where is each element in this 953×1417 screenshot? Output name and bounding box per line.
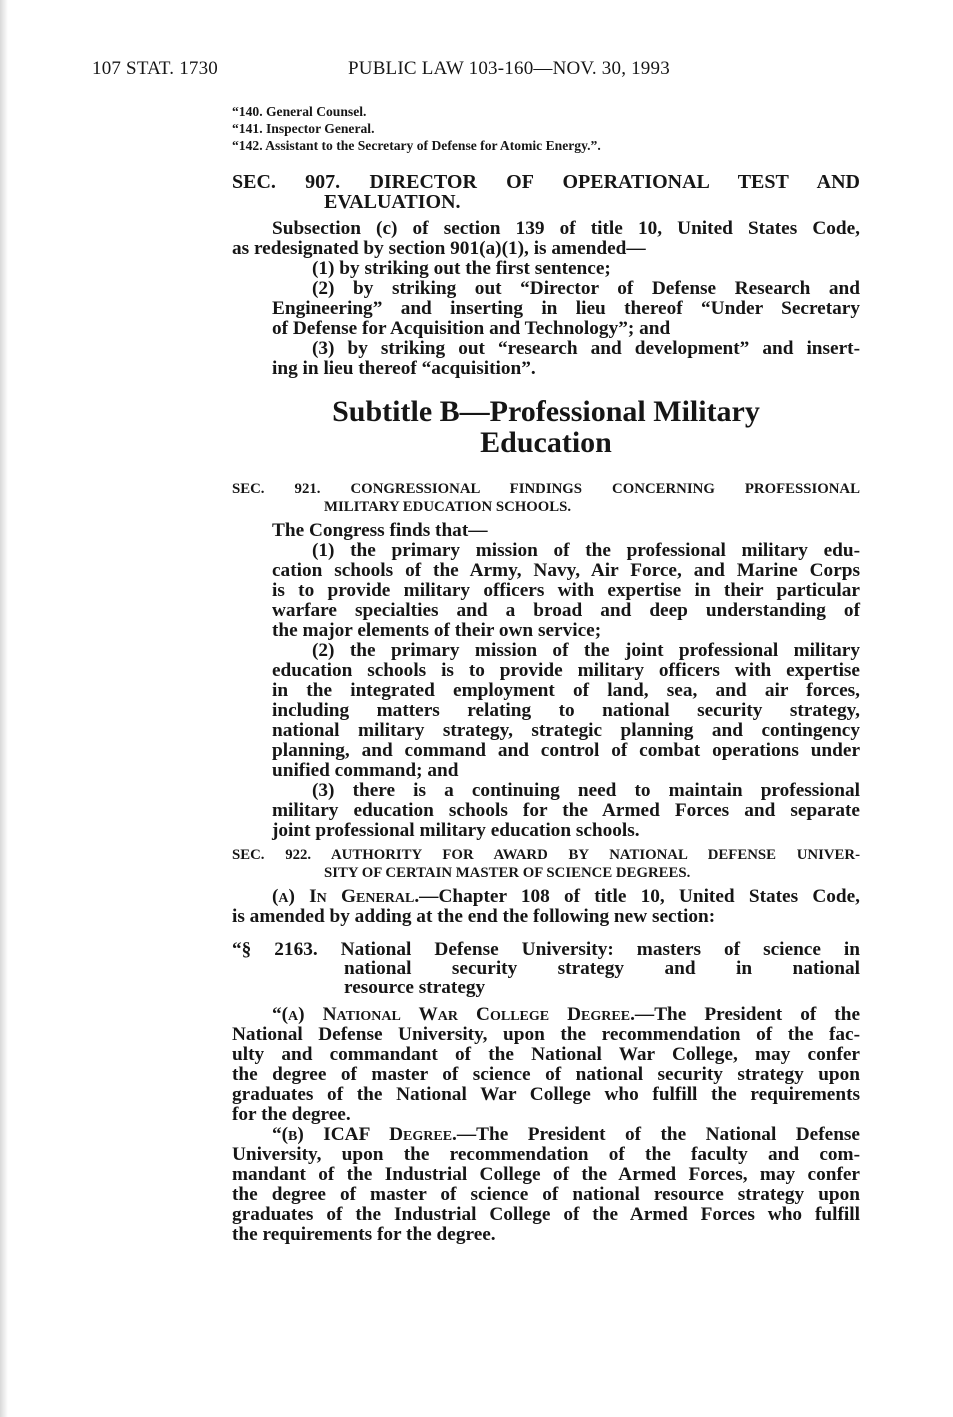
body-line: in the integrated employment of land, sea, and air forces, <box>272 680 860 701</box>
sec-907-body <box>232 219 860 379</box>
body-line: graduates of the National War College who fulfill the requirements <box>232 1084 860 1105</box>
body-line: University, upon the recommendation of the faculty and com- <box>232 1144 860 1165</box>
body-line: education schools is to provide military officers with expertise <box>272 660 860 681</box>
body-line: including matters relating to national security strategy, <box>272 700 860 721</box>
body-line: (1) the primary mission of the professional military edu- <box>312 540 860 561</box>
body-line: military education schools for the Armed Forces and separate <box>272 800 860 821</box>
body-line: the degree of master of science of national resource strategy upon <box>232 1184 860 1205</box>
body-line: (2) the primary mission of the joint professional military <box>312 640 860 661</box>
body-line: is to provide military officers with expertise in their particular <box>272 580 860 601</box>
body-line: the degree of master of science of national security strategy upon <box>232 1064 860 1085</box>
body-line: graduates of the Industrial College of the Armed Forces who fulfill <box>232 1204 860 1225</box>
body-line: (3) there is a continuing need to maintain professional <box>312 780 860 801</box>
body-line: for the degree. <box>232 1104 351 1125</box>
body-line: mandant of the Industrial College of the Armed Forces, may confer <box>232 1164 860 1185</box>
body-line: National Defense University, upon the recommendation of the fac- <box>232 1024 860 1045</box>
toc-item: “141. Inspector General. <box>232 121 375 136</box>
subtitle-heading: Subtitle B—Professional Military Education <box>332 395 760 459</box>
body-line: The Congress finds that— <box>272 520 488 541</box>
body-line: Engineering” and inserting in lieu thereof “Under Secretary <box>272 298 860 319</box>
toc-list <box>232 103 860 154</box>
sec-921-body <box>232 521 860 841</box>
body-line: cation schools of the Army, Navy, Air Force, and Marine Corps <box>272 560 860 581</box>
subsection-label: “(b) ICAF Degree. <box>272 1124 457 1145</box>
body-line: is amended by adding at the end the following new section: <box>232 906 716 927</box>
body-line: ulty and commandant of the National War College, may confer <box>232 1044 860 1065</box>
page-folio: 107 STAT. 1730 <box>92 58 219 79</box>
sec-922-heading: SEC. 922. AUTHORITY FOR AWARD BY NATIONAL DEFENSE UNIVER- SITY OF CERTAIN MASTER OF SCIENCE DEGREES. <box>232 847 860 881</box>
body-line: (2) by striking out “Director of Defense Research and <box>312 278 860 299</box>
body-line: the major elements of their own service; <box>272 620 602 641</box>
body-line: (1) by striking out the first sentence; <box>312 258 611 279</box>
body-line: ing in lieu thereof “acquisition”. <box>272 358 536 379</box>
subsection-label: “(a) National War College Degree. <box>272 1004 635 1025</box>
body-line: as redesignated by section 901(a)(1), is amended— <box>232 238 646 259</box>
section-2163-title: “§ 2163. National Defense University: masters of science in national security strategy and in national resource strategy <box>232 939 860 998</box>
body-line: national military strategy, strategic planning and contingency <box>272 720 860 741</box>
body-line: warfare specialties and a broad and deep understanding of <box>272 600 860 621</box>
sec-907-heading: SEC. 907. DIRECTOR OF OPERATIONAL TEST AND EVALUATION. <box>232 171 860 213</box>
body-line: Subsection (c) of section 139 of title 10, United States Code, <box>272 218 860 239</box>
toc-item: “140. General Counsel. <box>232 104 367 119</box>
sec-922-body <box>232 1005 860 1245</box>
body-line: planning, and command and control of combat operations under <box>272 740 860 761</box>
body-line: unified command; and <box>272 760 459 781</box>
body-line: joint professional military education schools. <box>272 820 640 841</box>
sec-922-intro <box>232 887 860 927</box>
body-line: the requirements for the degree. <box>232 1224 496 1245</box>
body-line: of Defense for Acquisition and Technology”; and <box>272 318 671 339</box>
page-edge-shadow <box>0 0 8 1417</box>
body-line: (3) by striking out “research and development” and insert- <box>312 338 860 359</box>
toc-item: “142. Assistant to the Secretary of Defense for Atomic Energy.”. <box>232 138 601 153</box>
body-line: “(b) ICAF Degree.—The President of the National Defense <box>272 1124 860 1145</box>
sec-921-heading: SEC. 921. CONGRESSIONAL FINDINGS CONCERNING PROFESSIONAL MILITARY EDUCATION SCHOOLS. <box>232 481 860 515</box>
body-line: “(a) National War College Degree.—The President of the <box>272 1004 861 1025</box>
running-head <box>92 58 853 88</box>
law-citation: PUBLIC LAW 103-160—NOV. 30, 1993 <box>348 58 670 79</box>
subsection-label: (a) In General. <box>272 886 420 907</box>
body-line: (a) In General.—Chapter 108 of title 10, United States Code, <box>272 886 861 907</box>
